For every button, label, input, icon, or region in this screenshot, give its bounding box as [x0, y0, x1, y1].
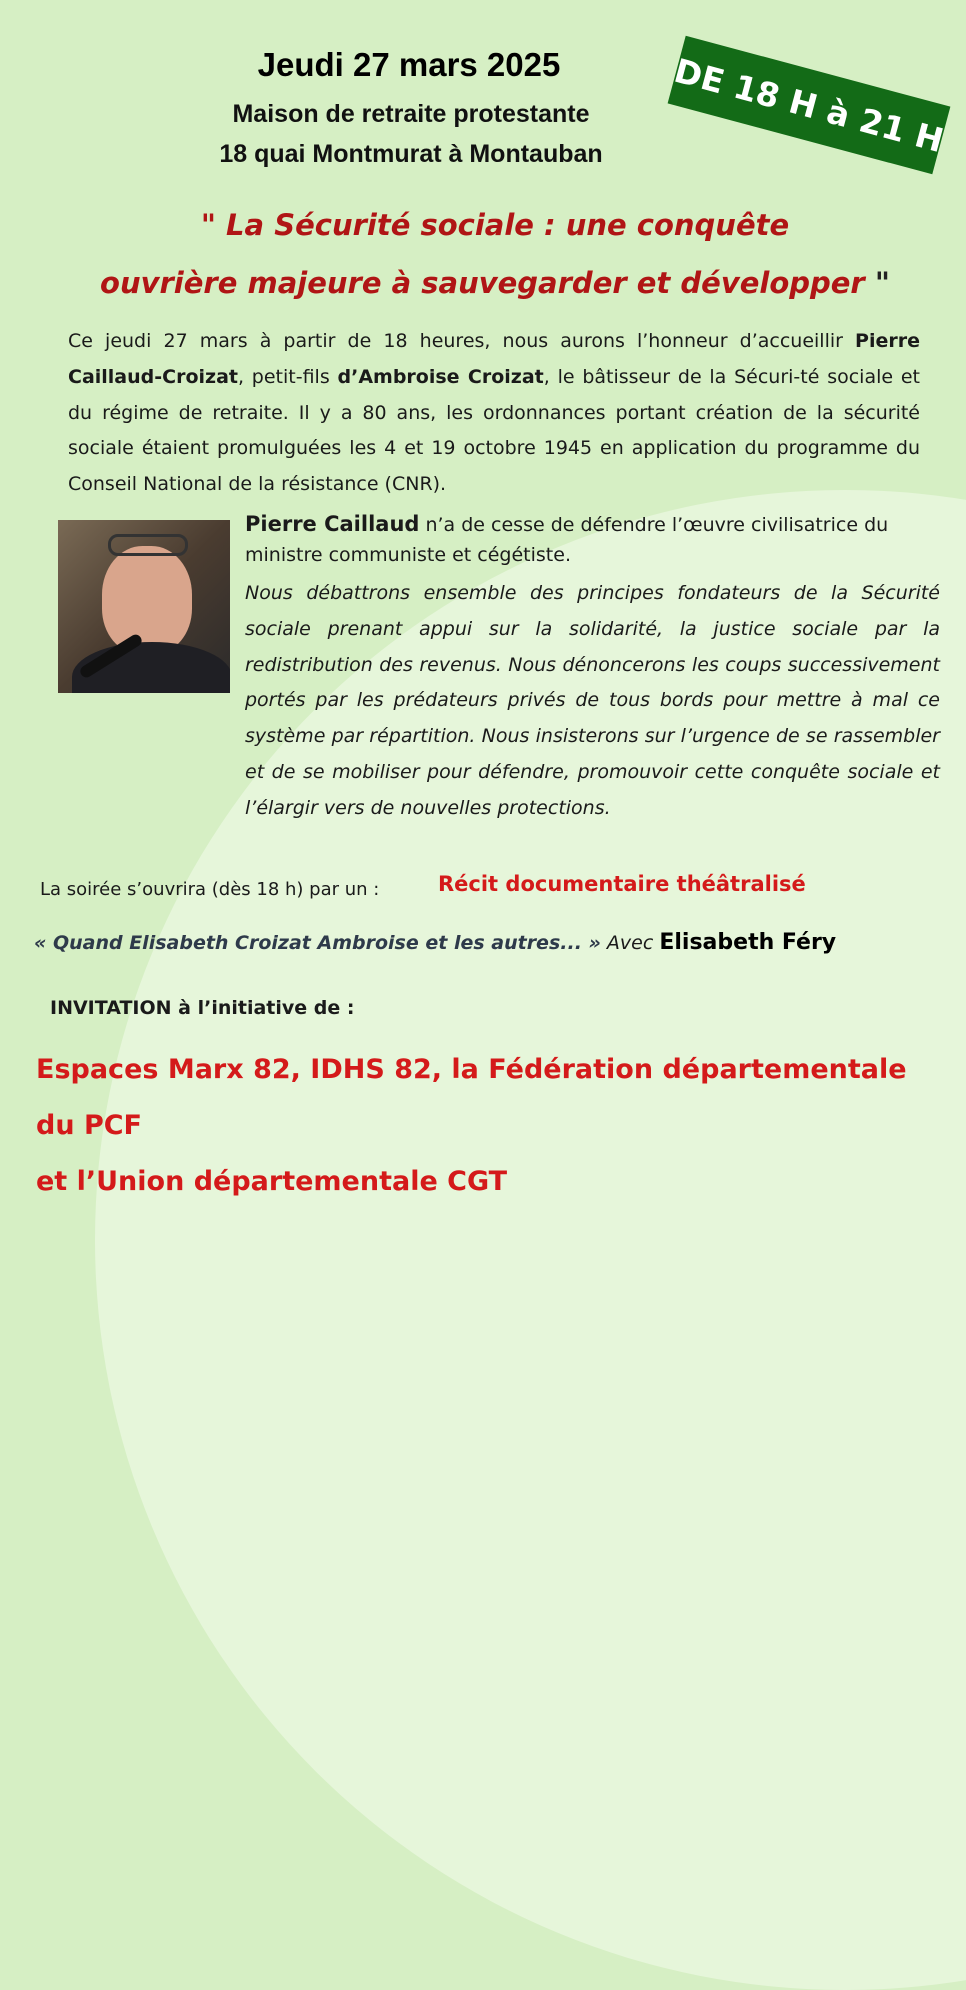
organizers	[36, 1042, 936, 1210]
venue-name: Maison de retraite protestante	[232, 100, 590, 128]
venue-address: 18 quai Montmurat à Montauban	[219, 140, 603, 168]
play-line: « Quand Elisabeth Croizat Ambroise et les autres... » Avec Elisabeth Féry	[34, 930, 837, 955]
show-type: Récit documentaire théâtralisé	[438, 872, 806, 896]
organizers-line-1: Espaces Marx 82, IDHS 82, la Fédération départementale du PCF	[36, 1054, 907, 1141]
grandfather-name: d’Ambroise Croizat	[337, 365, 544, 388]
title-line-1: " La Sécurité sociale : une conquête	[200, 208, 790, 242]
speaker-description: Pierre Caillaud n’a de cesse de défendre l’œuvre civilisatrice du ministre communiste et cégétiste.	[245, 512, 889, 566]
speaker-photo	[58, 520, 230, 693]
evening-opening: La soirée s’ouvrira (dès 18 h) par un :	[40, 879, 380, 900]
title-line-2: ouvrière majeure à sauvegarder et développer "	[100, 266, 890, 300]
organizers-line-2: et l’Union départementale CGT	[36, 1166, 508, 1197]
intro-paragraph: Ce jeudi 27 mars à partir de 18 heures, nous aurons l’honneur d’accueillir Pierre Caillaud-Croizat, petit-fils d’Ambroise Croizat, le bâtisseur de la Sécuri-té sociale et du régime de retraite. Il y a 80 ans, les ordonnances portant création de la sécurité sociale étaient promulguées les 4 et 19 octobre 1945 en application du programme du Conseil National de la résistance (CNR).	[68, 330, 920, 496]
speaker-full-name: Pierre Caillaud-Croizat	[68, 330, 920, 388]
event-date: Jeudi 27 mars 2025	[257, 46, 561, 83]
speaker-name: Pierre Caillaud	[245, 512, 420, 536]
time-badge: DE 18 H à 21 H	[668, 36, 951, 175]
performer-name: Elisabeth Féry	[659, 930, 837, 955]
debate-paragraph: Nous débattrons ensemble des principes fondateurs de la Sécurité sociale prenant appui sur la solidarité, la justice sociale par la redistribution des revenus. Nous dénoncerons les coups successivement portés par les prédateurs privés de tous bords pour mettre à mal ce système par répartition. Nous insisterons sur l’urgence de se rassembler et de se mobiliser pour défendre, promouvoir cette conquête sociale et l’élargir vers de nouvelles protections.	[245, 582, 940, 819]
invitation-label: INVITATION à l’initiative de :	[50, 997, 355, 1019]
play-title: « Quand Elisabeth Croizat Ambroise et les autres... »	[34, 932, 601, 954]
